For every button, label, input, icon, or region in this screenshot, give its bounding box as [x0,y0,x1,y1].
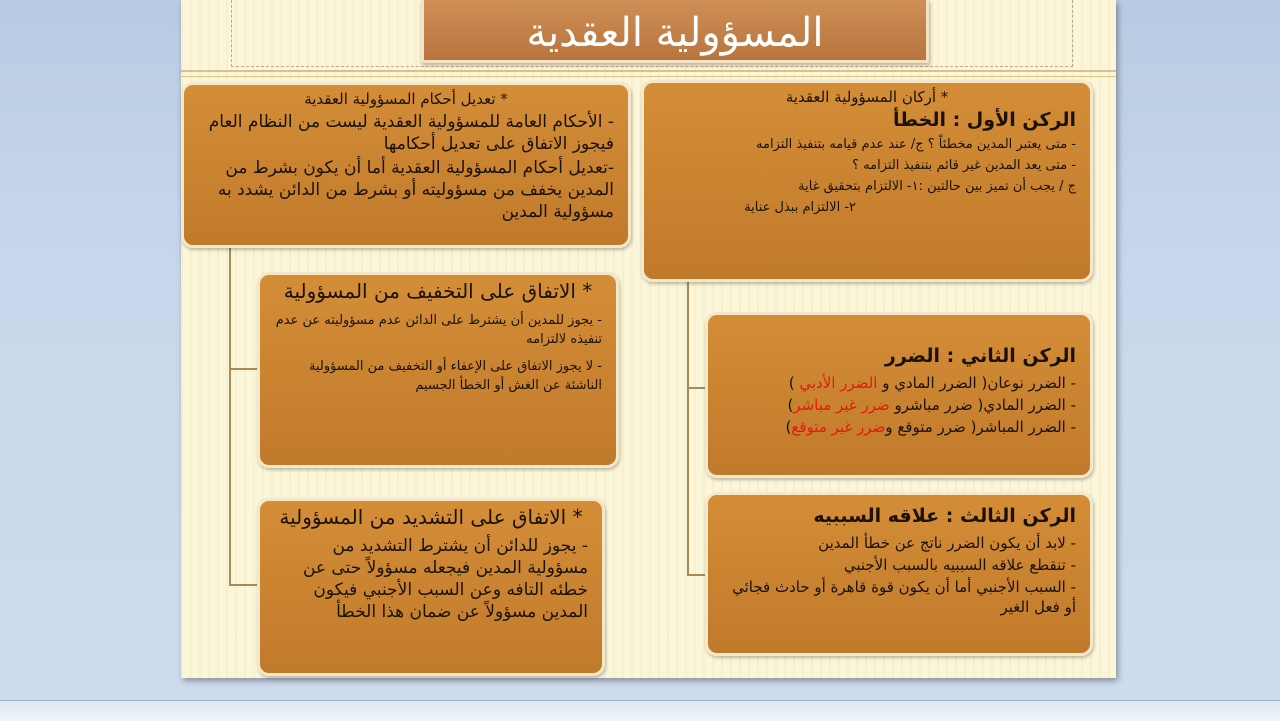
aggravation-box [257,498,605,676]
box-line: - السبب الأجنبي أما أن يكون قوة قاهرة أو حادث فجائي أو فعل الغير [732,578,1076,616]
slide [181,0,1116,678]
box-line: - الضرر المباشر( ضرر متوقع وضرر غير متوقع) [785,418,1076,436]
box-line: ٢- الالتزام ببذل عناية [744,200,856,215]
box-line: - يجوز للمدين أن يشترط على الدائن عدم مسؤوليته عن عدم تنفيذه لالتزامه [275,313,602,347]
box-heading: * الاتفاق على التشديد من المسؤولية [279,505,583,529]
box-subheading: الركن الثاني : الضرر [884,345,1076,367]
elements-box [641,80,1093,282]
connector-line [229,584,259,586]
box-line: - تنقطع علاقه السببيه بالسبب الأجنبي [843,556,1076,574]
status-bar [0,700,1280,721]
box-heading: * أركان المسؤولية العقدية [785,88,949,106]
causality-box [705,492,1093,656]
connector-line [687,387,707,389]
damage-box [705,312,1093,478]
connector-line [229,368,259,370]
divider-line [181,76,1116,77]
connector-line [229,246,231,586]
box-heading: * تعديل أحكام المسؤولية العقدية [304,90,508,108]
box-line: ج / يجب أن تميز بين حالتين :١- الالتزام بتحقيق غاية [798,179,1076,194]
box-subheading: الركن الثالث : علاقه السببيه [813,505,1076,527]
box-line: - الأحكام العامة للمسؤولية العقدية ليست من النظام العام فيجوز الاتفاق على تعديل أحكامها [208,112,614,154]
box-line: - متى يعد المدين غير قائم بتنفيذ التزامه ؟ [852,158,1076,173]
connector-line [687,574,707,576]
divider-line [181,70,1116,72]
connector-line [687,282,689,576]
box-line: - لابد أن يكون الضرر ناتج عن خطأ المدين [818,534,1076,552]
box-line: - الضرر نوعان( الضرر المادي و الضرر الأدبي ) [788,374,1076,392]
box-line: - متى يعتبر المدين مخطئاً ؟ ج/ عند عدم قيامه بتنفيذ التزامه [756,137,1076,152]
box-heading: * الاتفاق على التخفيف من المسؤولية [283,279,593,303]
box-line: - الضرر المادي( ضرر مباشرو ضرر غير مباشر) [787,396,1076,414]
modification-box [181,82,631,248]
box-line: - يجوز للدائن أن يشترط التشديد من مسؤولية المدين فيجعله مسؤولاً حتى عن خطئه التافه وعن السبب الأجنبي فيكون المدين مسؤولاً عن ضمان هذا الخطأ [302,536,588,622]
reduction-box [257,272,619,468]
box-line: - لا يجوز الاتفاق على الإعفاء أو التخفيف من المسؤولية الناشئة عن الغش أو الخطأ الجسيم [308,359,602,393]
slide-title: المسؤولية العقدية [421,0,929,63]
box-subheading: الركن الأول : الخطأ [893,109,1076,131]
box-line: -تعديل أحكام المسؤولية العقدية أما أن يكون بشرط من المدين يخفف من مسؤوليته أو بشرط من الدائن يشدد به مسؤولية المدين [217,158,614,222]
